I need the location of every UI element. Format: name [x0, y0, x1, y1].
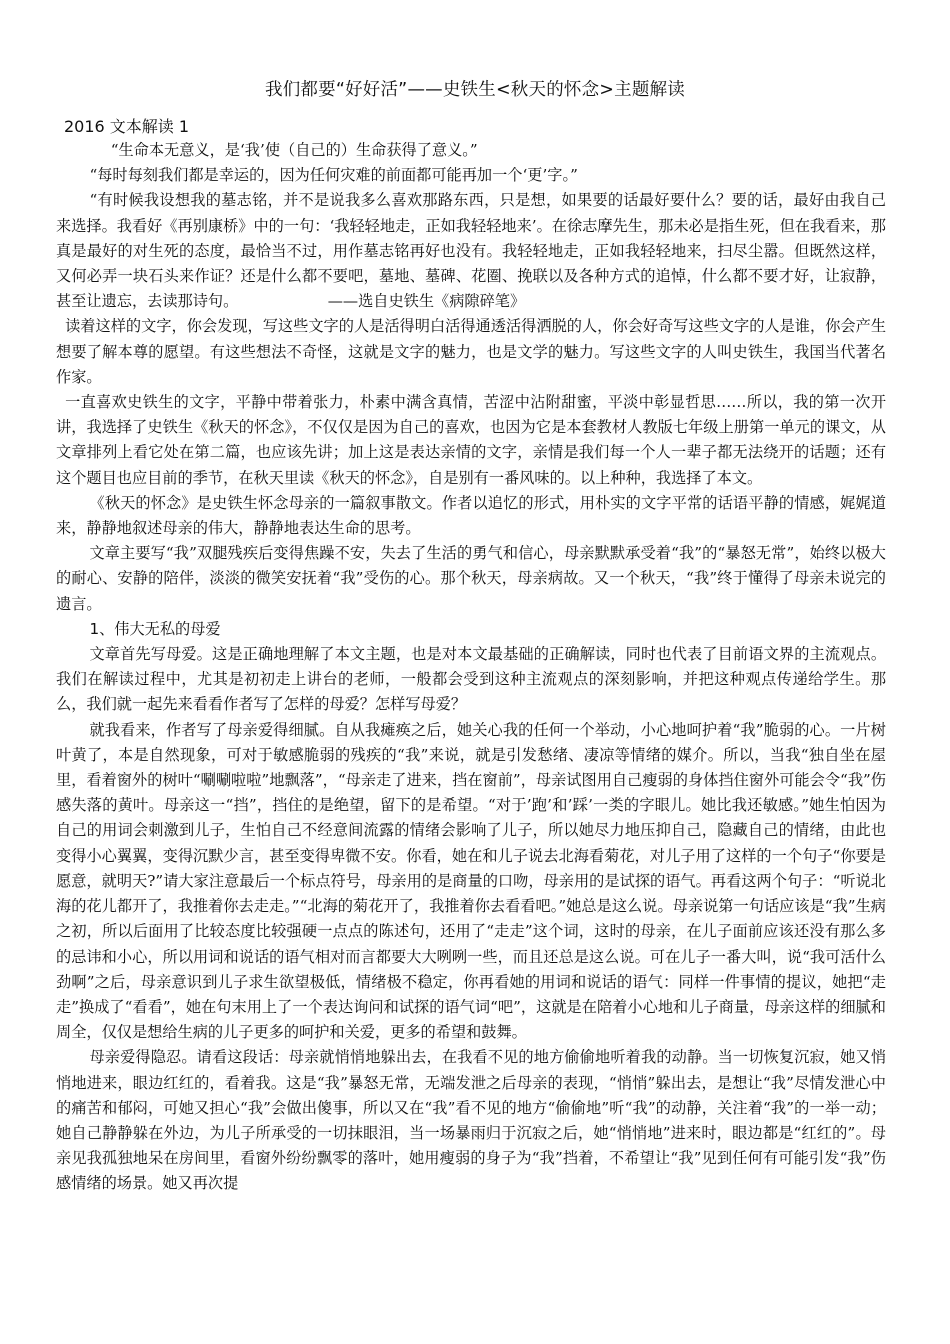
paragraph-5: 文章首先写母爱。这是正确地理解了本文主题，也是对本文最基础的正确解读，同时也代表了目前语文界的主流观点。我们在解读过程中，尤其是初初走上讲台的老师，一般都会受到这种主流观点的深刻影响，并把这种观点传递给学生。那么，我们就一起先来看看作者写了怎样的母爱？怎样写母爱？	[56, 645, 886, 714]
paragraph-4: 文章主要写“我”双腿残疾后变得焦躁不安，失去了生活的勇气和信心，母亲默默承受着“我”的“暴怒无常”，始终以极大的耐心、安静的陪伴，淡淡的微笑安抚着“我”受伤的心。那个秋天，母亲病故。又一个秋天，“我”终于懂得了母亲未说完的遗言。	[56, 544, 886, 613]
quote-1: “生命本无意义，是‘我’使（自己的）生命获得了意义。”	[110, 141, 478, 159]
quote-3	[56, 188, 886, 314]
paragraph-3: 《秋天的怀念》是史铁生怀念母亲的一篇叙事散文。作者以追忆的形式，用朴实的文字平常的话语平静的情感，娓娓道来，静静地叙述母亲的伟大，静静地表达生命的思考。	[56, 493, 886, 538]
paragraph-1: 读着这样的文字，你会发现，写这些文字的人是活得明白活得通透活得洒脱的人，你会好奇写这些文字的人是谁，你会产生想要了解本尊的愿望。有这些想法不奇怪，这就是文字的魅力，也是文学的魅力。写这些文字的人叫史铁生，我国当代著名作家。	[56, 317, 886, 386]
paragraph-7: 母亲爱得隐忍。请看这段话：母亲就悄悄地躲出去，在我看不见的地方偷偷地听着我的动静。当一切恢复沉寂，她又悄悄地进来，眼边红红的，看着我。这是“我”暴怒无常，无端发泄之后母亲的表现，“悄悄”躲出去，是想让“我”尽情发泄心中的痛苦和郁闷，可她又担心“我”会做出傻事，所以又在“我”看不见的地方“偷偷地”听“我”的动静，关注着“我”的一举一动；她自己静静躲在外边，为儿子所承受的一切抹眼泪，当一场暴雨归于沉寂之后，她“悄悄地”进来时，眼边都是“红红的”。母亲见我孤独地呆在房间里，看窗外纷纷飘零的落叶，她用瘦弱的身子为“我”挡着，不希望让“我”见到任何有可能引发“我”伤感情绪的场景。她又再次提	[56, 1048, 886, 1193]
document-body	[56, 138, 886, 1197]
paragraph-2: 一直喜欢史铁生的文字，平静中带着张力，朴素中满含真情，苦涩中沾附甜蜜，平淡中彰显哲思……所以，我的第一次开讲，我选择了史铁生《秋天的怀念》，不仅仅是因为自己的喜欢，也因为它是本套教材人教版七年级上册第一单元的课文，从文章排列上看它处在第二篇，也应该先讲；加上这是表达亲情的文字，亲情是我们每一个人一辈子都无法绕开的话题；还有这个题目也应目前的季节，在秋天里读《秋天的怀念》，自是别有一番风味的。以上种种，我选择了本文。	[56, 393, 886, 487]
document-title: 我们都要“好好活”——史铁生<秋天的怀念>主题解读	[265, 80, 685, 100]
section-heading-1: 1、伟大无私的母爱	[89, 619, 221, 638]
quote-2: “每时每刻我们都是幸运的，因为任何灾难的前面都可能再加一个‘更’字。”	[89, 166, 578, 185]
quote-3-source: ——选自史铁生《病隙碎笔》	[327, 292, 526, 311]
paragraph-6: 就我看来，作者写了母亲爱得细腻。自从我瘫痪之后，她关心我的任何一个举动，小心地呵护着“我”脆弱的心。一片树叶黄了，本是自然现象，可对于敏感脆弱的残疾的“我”来说，就是引发愁绪、凄凉等情绪的媒介。所以，当我“独自坐在屋里，看着窗外的树叶“唰唰啦啦”地飘落”，“母亲走了进来，挡在窗前”，母亲试图用自己瘦弱的身体挡住窗外可能会令“我”伤感失落的黄叶。母亲这一“挡”，挡住的是绝望，留下的是希望。“对于’跑’和’踩’一类的字眼儿。她比我还敏感。”她生怕因为自己的用词会刺激到儿子，生怕自己不经意间流露的情绪会影响了儿子，所以她尽力地压抑自己，隐藏自己的情绪，由此也变得小心翼翼，变得沉默少言，甚至变得卑微不安。你看，她在和儿子说去北海看菊花，对儿子用了这样的一个句子“你要是愿意，就明天?”请大家注意最后一个标点符号，母亲用的是商量的口吻，母亲用的是试探的语气。再看这两个句子：“听说北海的花儿都开了，我推着你去走走。”“北海的菊花开了，我推着你去看看吧。”她总是这么说。母亲说第一句话应该是“我”生病之初，所以后面用了比较态度比较强硬一点点的陈述句，还用了“走走”这个词，这时的母亲，在儿子面前应该还没有那么多的忌讳和小心，所以用词和说话的语气相对而言都要大大咧咧一些，而且还总是这么说。可在儿子一番大叫，说“我可活什么劲啊”之后，母亲意识到儿子求生欲望极低，情绪极不稳定，你再看她的用词和说话的语气：同样一件事情的提议，她把“走走”换成了“看看”，她在句末用上了一个表达询问和试探的语气词“吧”，这就是在陪着小心地和儿子商量，母亲这样的细腻和周全，仅仅是想给生病的儿子更多的呵护和关爱，更多的希望和鼓舞。	[56, 720, 886, 1042]
document-subtitle: 2016 文本解读 1	[64, 117, 190, 136]
quote-3-text: “有时候我设想我的墓志铭，并不是说我多么喜欢那路东西，只是想，如果要的话最好要什么？要的话，最好由我自己来选择。我看好《再别康桥》中的一句：‘我轻轻地走，正如我轻轻地来’。在徐志摩先生，那未必是指生死，但在我看来，那真是最好的对生死的态度，最恰当不过，用作墓志铭再好也没有。我轻轻地走，正如我轻轻地来，扫尽尘嚣。但既然这样，又何必弄一块石头来作证？还是什么都不要吧，墓地、墓碑、花圈、挽联以及各种方式的追悼，什么都不要才好，让寂静，甚至让遗忘，去读那诗句。	[56, 191, 886, 311]
